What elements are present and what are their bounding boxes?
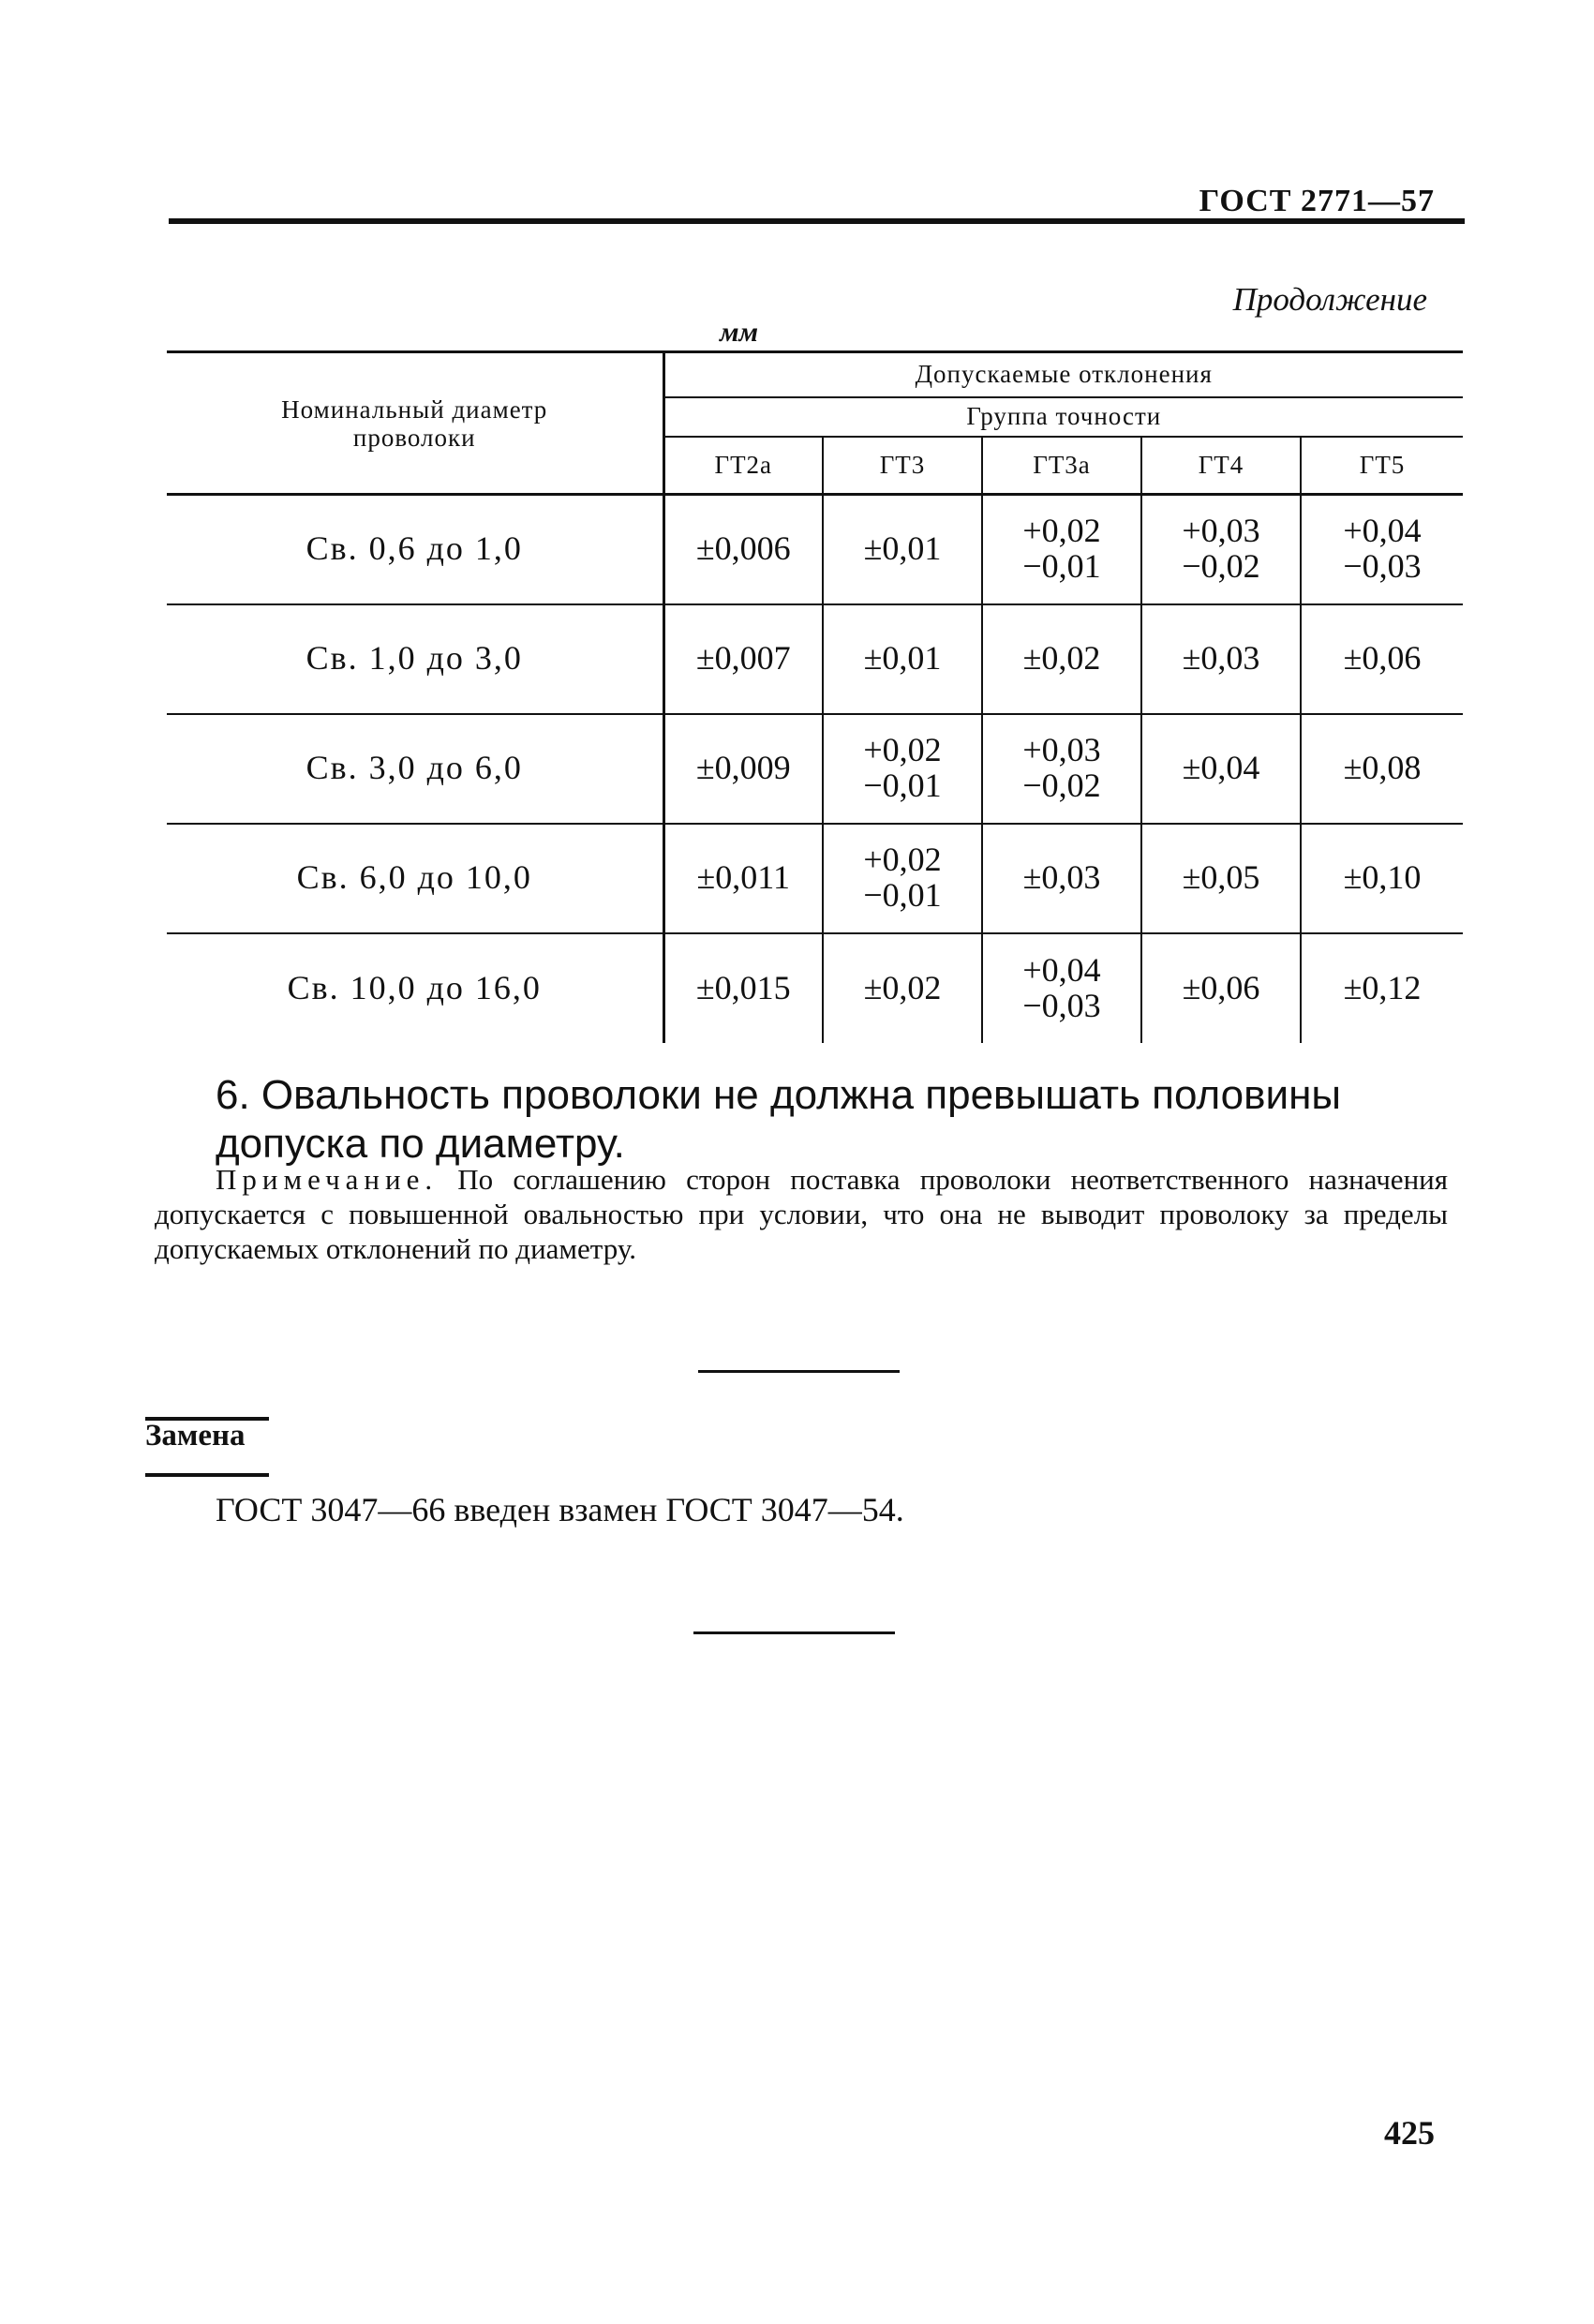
group-header: Группа точности	[663, 397, 1463, 437]
tolerance-value: ±0,006	[695, 529, 791, 568]
tolerance-value: +0,04	[1022, 950, 1101, 989]
tolerance-value: +0,02	[863, 841, 942, 879]
tolerance-cell	[1301, 824, 1463, 933]
tolerance-cell	[1141, 714, 1301, 824]
tolerance-value: ±0,02	[1022, 639, 1101, 678]
tolerance-table	[167, 350, 1463, 1043]
diameter-range-cell: Св. 3,0 до 6,0	[167, 714, 663, 824]
tolerance-cell	[823, 495, 982, 604]
table-row	[167, 495, 1463, 604]
note-text: По соглашению сторон поставка проволоки неответственного назначения допускается с повышенной овальностью при условии, что она не выводит проволоку за пределы допускаемых отклонений по диаметру.	[155, 1163, 1449, 1265]
tolerance-value: −0,01	[1022, 547, 1101, 586]
table-row	[167, 604, 1463, 714]
tolerance-cell	[1301, 495, 1463, 604]
tolerance-value: ±0,01	[863, 529, 942, 568]
tolerance-cell	[1301, 714, 1463, 824]
tolerance-value: +0,03	[1182, 512, 1260, 550]
tolerance-cell	[1141, 495, 1301, 604]
tolerance-value: −0,01	[863, 767, 942, 804]
tolerance-cell	[982, 714, 1141, 824]
tolerance-value: ±0,015	[695, 968, 791, 1006]
table-row	[167, 933, 1463, 1043]
continuation-label: Продолжение	[1232, 281, 1427, 318]
tolerance-cell	[982, 495, 1141, 604]
group-col-header: ГТ2а	[663, 437, 823, 495]
separator-rule	[693, 1631, 895, 1634]
replacement-title: Замена	[145, 1419, 246, 1452]
diameter-range-cell: Св. 6,0 до 10,0	[167, 824, 663, 933]
paragraph-6: 6. Овальность проволоки не должна превышать половины допуска по диаметру.	[216, 1072, 1341, 1167]
note-label: Примечание.	[216, 1163, 439, 1196]
tolerance-cell	[982, 824, 1141, 933]
tolerance-value: +0,02	[1022, 512, 1101, 550]
units-label: мм	[720, 317, 759, 348]
tolerance-cell	[982, 604, 1141, 714]
page-number: 425	[1384, 2114, 1435, 2152]
note	[155, 1162, 1448, 1266]
tolerance-value: −0,02	[1182, 547, 1260, 586]
tolerance-value: ±0,007	[695, 639, 791, 678]
header-rule	[169, 218, 1465, 224]
document-code: ГОСТ 2771—57	[1199, 184, 1435, 218]
tolerance-value: +0,03	[1022, 731, 1101, 769]
replacement-text: ГОСТ 3047—66 введен взамен ГОСТ 3047—54.	[216, 1491, 904, 1528]
tolerance-cell	[1301, 933, 1463, 1043]
deviations-header: Допускаемые отклонения	[663, 352, 1463, 397]
tolerance-cell	[823, 824, 982, 933]
tolerance-cell	[663, 604, 823, 714]
group-col-header: ГТ5	[1301, 437, 1463, 495]
group-col-header: ГТ3а	[982, 437, 1141, 495]
tolerance-cell	[663, 714, 823, 824]
table-row	[167, 714, 1463, 824]
tolerance-value: ±0,03	[1182, 639, 1260, 678]
tolerance-value: ±0,05	[1182, 858, 1260, 897]
tolerance-cell	[823, 714, 982, 824]
diameter-range-cell: Св. 1,0 до 3,0	[167, 604, 663, 714]
tolerance-value: ±0,04	[1182, 749, 1260, 787]
tolerance-cell	[663, 824, 823, 933]
separator-rule	[698, 1370, 900, 1373]
tolerance-value: −0,02	[1022, 767, 1101, 804]
diameter-range-cell: Св. 10,0 до 16,0	[167, 933, 663, 1043]
tolerance-value: ±0,009	[695, 749, 791, 787]
tolerance-cell	[823, 604, 982, 714]
tolerance-cell	[663, 495, 823, 604]
tolerance-cell	[663, 933, 823, 1043]
replacement-underline	[145, 1473, 269, 1477]
tolerance-value: ±0,08	[1343, 749, 1422, 787]
tolerance-value: +0,04	[1343, 512, 1422, 550]
group-col-header: ГТ4	[1141, 437, 1301, 495]
group-col-header: ГТ3	[823, 437, 982, 495]
tolerance-value: −0,03	[1022, 986, 1101, 1024]
tolerance-value: +0,02	[863, 731, 942, 769]
tolerance-cell	[1141, 824, 1301, 933]
tolerance-cell	[1141, 933, 1301, 1043]
tolerance-value: ±0,01	[863, 639, 942, 678]
tolerance-value: −0,01	[863, 876, 942, 914]
diameter-header: Номинальный диаметр проволоки	[167, 352, 663, 495]
tolerance-value: −0,03	[1343, 547, 1422, 586]
tolerance-cell	[1141, 604, 1301, 714]
table-row	[167, 824, 1463, 933]
tolerance-value: ±0,06	[1182, 968, 1260, 1006]
diameter-range-cell: Св. 0,6 до 1,0	[167, 495, 663, 604]
tolerance-value: ±0,03	[1022, 858, 1101, 897]
tolerance-cell	[823, 933, 982, 1043]
tolerance-value: ±0,10	[1343, 858, 1422, 897]
tolerance-value: ±0,011	[696, 858, 790, 897]
tolerance-cell	[1301, 604, 1463, 714]
tolerance-cell	[982, 933, 1141, 1043]
table-body	[167, 495, 1463, 1043]
tolerance-value: ±0,06	[1343, 639, 1422, 678]
tolerance-value: ±0,02	[863, 968, 942, 1006]
tolerance-value: ±0,12	[1343, 968, 1422, 1006]
